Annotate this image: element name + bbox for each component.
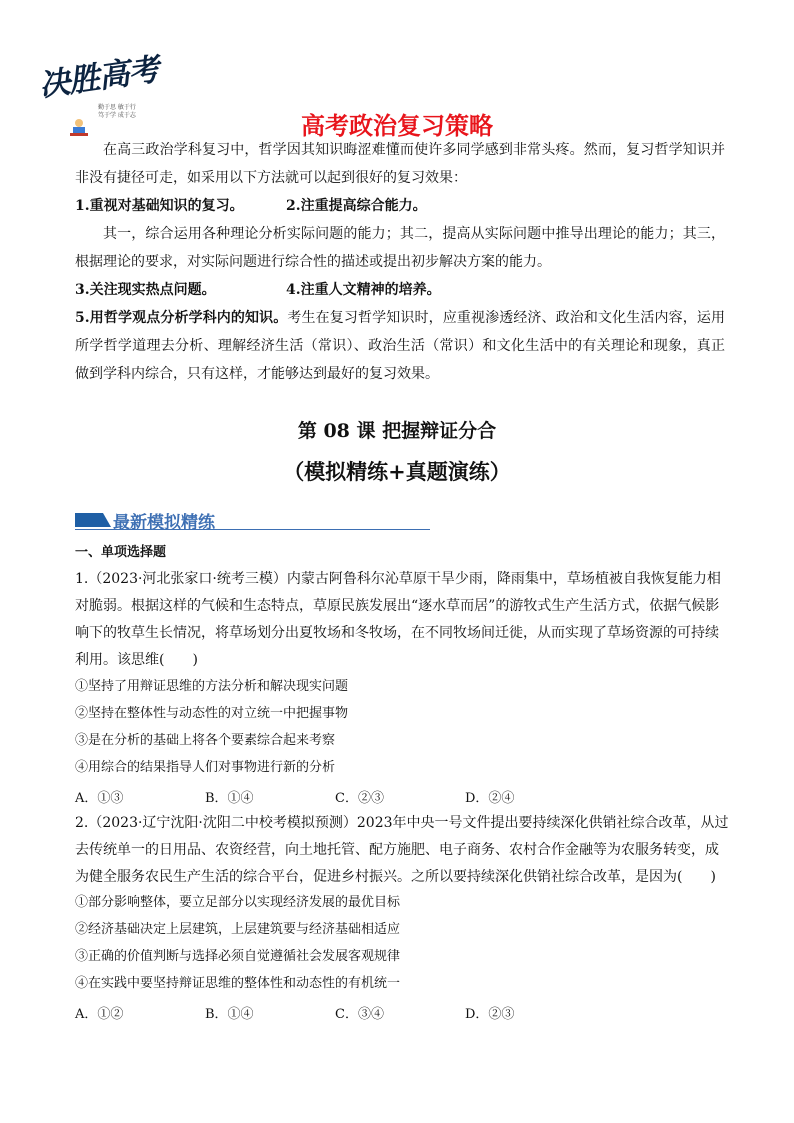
intro-item-2: 2.注重提高综合能力。 <box>286 198 427 214</box>
question-2-stem: 2.（2023·辽宁沈阳·沈阳二中校考模拟预测）2023年中央一号文件提出要持续深化供销社综合改革，从过去传统单一的日用品、农资经营，向土地托管、配方施肥、电子商务、农村合作金融等为农服务转变，成为健全服务农民生产生活的综合平台，促进乡村振兴。之所以要持续深化供销社综合改革，是因为( ) <box>75 815 729 885</box>
intro-paragraph-3 <box>75 304 725 388</box>
question-1-choice-d[interactable]: D．②④ <box>465 791 515 806</box>
intro-items-row-2 <box>75 276 725 304</box>
banner-block <box>75 513 103 527</box>
intro-paragraph-2: 其一，综合运用各种理论分析实际问题的能力；其二，提高从实际问题中推导出理论的能力；其三，根据理论的要求，对实际问题进行综合性的描述或提出初步解决方案的能力。 <box>75 226 725 270</box>
intro-paragraph-3-text: 考生在复习哲学知识时，应重视渗透经济、政治和文化生活内容，运用所学哲学道理去分析、理解经济生活（常识）、政治生活（常识）和文化生活中的有关理论和现象，真正做到学科内综合，只有这样，才能够达到最好的复习效果。 <box>75 310 725 382</box>
question-2-option-4: ④在实践中要坚持辩证思维的整体性和动态性的有机统一 <box>75 976 401 991</box>
section-banner <box>75 508 430 534</box>
section-heading: 一、单项选择题 <box>75 545 167 560</box>
banner-text: 最新模拟精练 <box>113 513 215 533</box>
question-2-option-1: ①部分影响整体，要立足部分以实现经济发展的最优目标 <box>75 895 401 910</box>
question-1-choices <box>75 787 595 806</box>
question-1-stem: 1.（2023·河北张家口·统考三模）内蒙古阿鲁科尔沁草原干旱少雨，降雨集中，草场植被自我恢复能力相对脆弱。根据这样的气候和生态特点，草原民族发展出“逐水草而居”的游牧式生产生活方式，依据气候影响下的牧草生长情况，将草场划分出夏牧场和冬牧场，在不同牧场间迁徙，从而实现了草场资源的可持续利用。该思维( ) <box>75 571 721 668</box>
intro-item-1: 1.重视对基础知识的复习。 <box>75 198 244 214</box>
intro-item-3: 3.关注现实热点问题。 <box>75 282 216 298</box>
intro-paragraph-1: 在高三政治学科复习中，哲学因其知识晦涩难懂而使许多同学感到非常头疼。然而，复习哲学知识并非没有捷径可走，如采用以下方法就可以起到很好的复习效果： <box>75 142 725 186</box>
logo-title: 决胜高考 <box>36 51 161 105</box>
question-2-option-3: ③正确的价值判断与选择必须自觉遵循社会发展客观规律 <box>75 949 401 964</box>
question-2-choice-a[interactable]: A．①② <box>75 1007 124 1022</box>
question-1-option-4: ④用综合的结果指导人们对事物进行新的分析 <box>75 760 336 775</box>
question-2-choices <box>75 1003 595 1022</box>
question-1-option-3: ③是在分析的基础上将各个要素综合起来考察 <box>75 733 336 748</box>
logo-subtitle-line1: 勤于思 敏于行 <box>98 104 136 111</box>
question-1-option-2: ②坚持在整体性与动态性的对立统一中把握事物 <box>75 706 349 721</box>
question-1-option-1: ①坚持了用辩证思维的方法分析和解决现实问题 <box>75 679 349 694</box>
intro-item-4: 4.注重人文精神的培养。 <box>286 282 441 298</box>
intro-item-5: 5.用哲学观点分析学科内的知识。 <box>75 310 288 326</box>
question-1-choice-a[interactable]: A．①③ <box>75 791 124 806</box>
question-2-choice-c[interactable]: C．③④ <box>335 1007 384 1022</box>
lesson-title: 第 08 课 把握辩证分合 <box>297 420 497 442</box>
question-1-choice-c[interactable]: C．②③ <box>335 791 384 806</box>
banner-slant <box>103 513 111 527</box>
logo-subtitle-line2: 笃于学 成于志 <box>98 112 136 119</box>
question-2-choice-d[interactable]: D．②③ <box>465 1007 515 1022</box>
question-1-choice-b[interactable]: B．①④ <box>205 791 254 806</box>
main-title: 高考政治复习策略 <box>301 112 493 140</box>
question-2-choice-b[interactable]: B．①④ <box>205 1007 254 1022</box>
intro-items-row-1 <box>75 192 725 220</box>
question-2-option-2: ②经济基础决定上层建筑，上层建筑要与经济基础相适应 <box>75 922 401 937</box>
lesson-subtitle: （模拟精练+真题演练） <box>283 459 511 484</box>
